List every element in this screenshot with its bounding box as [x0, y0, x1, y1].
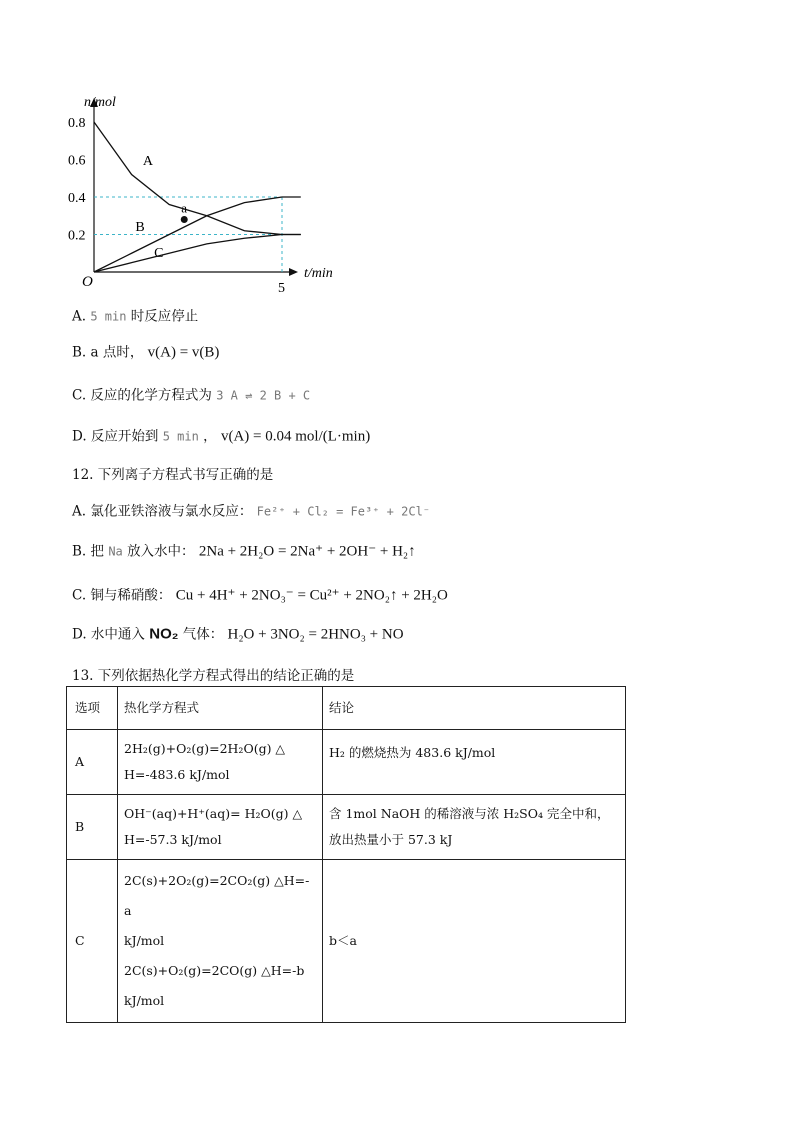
conclusion-line: H₂ 的燃烧热为 483.6 kJ/mol: [329, 745, 496, 760]
origin-label: O: [82, 274, 93, 290]
row-conclusion: [323, 730, 626, 795]
q12-b-mid: 放入水中：: [127, 543, 195, 560]
y-tick-label: 0.8: [68, 116, 86, 131]
q12-c-prefix: C. 铜与稀硝酸：: [72, 587, 172, 604]
row-equation: [118, 795, 323, 860]
q13-title: 13. 下列依据热化学方程式得出的结论正确的是: [72, 668, 355, 684]
conclusion-line: 含 1mol NaOH 的稀溶液与浓 H₂SO₄ 完全中和，: [329, 806, 610, 821]
equation-line: H=-57.3 kJ/mol: [124, 832, 222, 847]
q11-a-prefix: A.: [72, 308, 87, 325]
point-a-label: a: [181, 200, 188, 216]
equation-line: 2H₂(g)+O₂(g)=2H₂O(g) △: [124, 741, 286, 756]
q11-option-b: [72, 342, 219, 363]
row-conclusion: [323, 795, 626, 860]
q12-c-formula: Cu + 4H⁺ + 2NO₃⁻ = Cu²⁺ + 2NO₂↑ + 2H₂O: [175, 587, 448, 604]
q11-c-equation: 3 A ⇌ 2 B + C: [216, 388, 311, 403]
q12-option-b: [72, 541, 416, 562]
equation-line: kJ/mol: [124, 933, 165, 948]
x-axis-arrow: [289, 268, 298, 276]
q12-b-formula: 2Na + 2H₂O = 2Na⁺ + 2OH⁻ + H₂↑: [198, 543, 416, 560]
q11-b-formula: v(A) = v(B): [147, 344, 220, 361]
row-option: A: [67, 730, 118, 795]
y-tick-label: 0.6: [68, 153, 86, 169]
q11-c-prefix: C. 反应的化学方程式为: [72, 387, 212, 404]
x-tick-label: 5: [278, 281, 285, 296]
equation-line: OH⁻(aq)+H⁺(aq)= H₂O(g) △: [124, 806, 303, 821]
series-label-A: A: [142, 154, 154, 170]
conclusion-line: 放出热量小于 57.3 kJ: [329, 832, 453, 847]
q11-a-text: 时反应停止: [130, 308, 199, 325]
series-label-B: B: [135, 219, 145, 235]
equation-line: 2C(s)+O₂(g)=2CO(g) △H=-b: [124, 963, 305, 978]
row-option: C: [67, 860, 118, 1023]
header-option: 选项: [67, 687, 118, 730]
table-row: [67, 730, 626, 795]
table-row: [67, 795, 626, 860]
curve-C: [94, 235, 301, 273]
q11-b-prefix: B. a 点时，: [72, 344, 144, 361]
row-equation: [118, 860, 323, 1023]
row-conclusion: [323, 860, 626, 1023]
conclusion-line: b＜a: [329, 933, 357, 948]
equation-line: H=-483.6 kJ/mol: [124, 767, 230, 782]
q11-d-formula: v(A) = 0.04 mol/(L·min): [220, 428, 371, 445]
q11-d-time: 5 min: [162, 429, 199, 444]
q11-a-time: 5 min: [90, 309, 127, 324]
q12-b-na: Na: [108, 544, 123, 559]
series-label-C: C: [154, 246, 164, 261]
q12-option-c: [72, 585, 448, 606]
row-equation: [118, 730, 323, 795]
y-axis-label: n/mol: [84, 95, 116, 110]
q12-d-prefix: D. 水中通入: [72, 626, 145, 643]
table-row: [67, 860, 626, 1023]
header-conclusion: 结论: [323, 687, 626, 730]
curve-A: [94, 122, 301, 235]
reaction-graph: [60, 88, 350, 298]
equation-line: 2C(s)+2O₂(g)=2CO₂(g) △H=-a: [124, 873, 310, 918]
point-a: [181, 216, 188, 223]
q12-d-mid: 气体：: [182, 626, 224, 643]
table-header-row: [67, 687, 626, 730]
equation-line: kJ/mol: [124, 993, 165, 1008]
q11-d-prefix: D. 反应开始到: [72, 428, 159, 445]
q12-a-prefix: A. 氯化亚铁溶液与氯水反应：: [72, 503, 253, 520]
q11-option-d: [72, 426, 370, 447]
row-option: B: [67, 795, 118, 860]
q12-b-prefix: B. 把: [72, 543, 105, 560]
header-equation: 热化学方程式: [118, 687, 323, 730]
y-tick-label: 0.4: [68, 191, 86, 206]
q12-d-formula: H₂O + 3NO₂ = 2HNO₃ + NO: [227, 626, 404, 643]
q12-title: 12. 下列离子方程式书写正确的是: [72, 467, 274, 483]
q13-table: [66, 686, 626, 1023]
y-tick-label: 0.2: [68, 228, 86, 244]
q12-option-d: [72, 624, 404, 645]
q11-option-a: [72, 306, 198, 327]
q12-option-a: [72, 501, 430, 522]
q11-option-c: [72, 385, 310, 406]
q11-d-mid: ，: [203, 428, 217, 445]
q12-a-equation: Fe²⁺ + Cl₂ = Fe³⁺ + 2Cl⁻: [256, 504, 431, 519]
x-axis-label: t/min: [304, 266, 333, 281]
q12-d-no2: NO₂: [149, 625, 179, 643]
